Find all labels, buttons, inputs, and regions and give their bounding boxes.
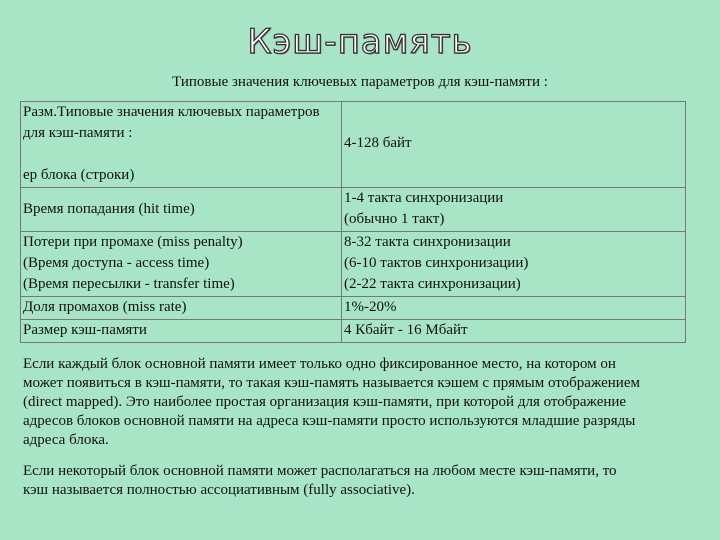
cell-text-line: ер блока (строки) xyxy=(23,167,135,183)
cell-text-line: 4-128 байт xyxy=(344,135,412,151)
table-row xyxy=(21,102,686,188)
cell-spacer xyxy=(344,102,685,133)
table-caption: Типовые значения ключевых параметров для кэш-памяти : xyxy=(172,74,548,90)
table-row xyxy=(21,232,686,297)
table-row xyxy=(21,188,686,232)
paragraph-line: может появиться в кэш-памяти, то такая кэш-память называется кэшем с прямым отображением xyxy=(23,375,640,391)
paragraph-fully-associative xyxy=(23,462,693,500)
paragraph-line: кэш называется полностью ассоциативным (fully associative). xyxy=(23,482,415,498)
cell-text-line: для кэш-памяти : xyxy=(23,125,133,141)
table-cell-miss-penalty-label xyxy=(21,232,342,297)
slide-title: Кэш-память xyxy=(247,22,473,62)
cell-text-line: 1-4 такта синхронизации xyxy=(344,190,504,206)
paragraph-line: адреса блока. xyxy=(23,432,109,448)
table-cell-miss-rate-value: 1%-20% xyxy=(342,297,686,320)
table-cell-cache-size-label: Размер кэш-памяти xyxy=(21,320,342,343)
table-cell-block-size-value xyxy=(342,102,686,188)
cell-text-line: (6-10 тактов синхронизации) xyxy=(344,255,529,271)
paragraph-line: Если каждый блок основной памяти имеет только одно фиксированное место, на котором он xyxy=(23,356,616,372)
cell-text-line: Разм.Типовые значения ключевых параметров xyxy=(23,104,320,120)
table-row xyxy=(21,320,686,343)
table-cell-block-size-label xyxy=(21,102,342,188)
table-cell-hit-time-label xyxy=(21,188,342,232)
table-cell-hit-time-value xyxy=(342,188,686,232)
cell-text-line: (Время доступа - access time) xyxy=(23,255,210,271)
paragraph-line: адресов блоков основной памяти на адреса кэш-памяти просто используются младшие разряды xyxy=(23,413,636,429)
table-row xyxy=(21,297,686,320)
cache-parameters-table xyxy=(20,101,686,343)
cell-spacer xyxy=(23,188,341,199)
table-cell-miss-rate-label: Доля промахов (miss rate) xyxy=(21,297,342,320)
cell-spacer xyxy=(23,144,341,165)
paragraph-line: Если некоторый блок основной памяти может располагаться на любом месте кэш-памяти, то xyxy=(23,463,617,479)
cell-text-line: Потери при промахе (miss penalty) xyxy=(23,234,243,250)
paragraph-direct-mapped xyxy=(23,355,693,450)
cell-text-line: (2-22 такта синхронизации) xyxy=(344,276,521,292)
cell-text-line: Время попадания (hit time) xyxy=(23,201,195,217)
cell-text-line: (обычно 1 такт) xyxy=(344,211,445,227)
cell-text-line: 8-32 такта синхронизации xyxy=(344,234,511,250)
cell-text-line: (Время пересылки - transfer time) xyxy=(23,276,235,292)
table-cell-miss-penalty-value xyxy=(342,232,686,297)
table-cell-cache-size-value: 4 Кбайт - 16 Мбайт xyxy=(342,320,686,343)
paragraph-line: (direct mapped). Это наиболее простая организация кэш-памяти, при которой для отображение xyxy=(23,394,627,410)
